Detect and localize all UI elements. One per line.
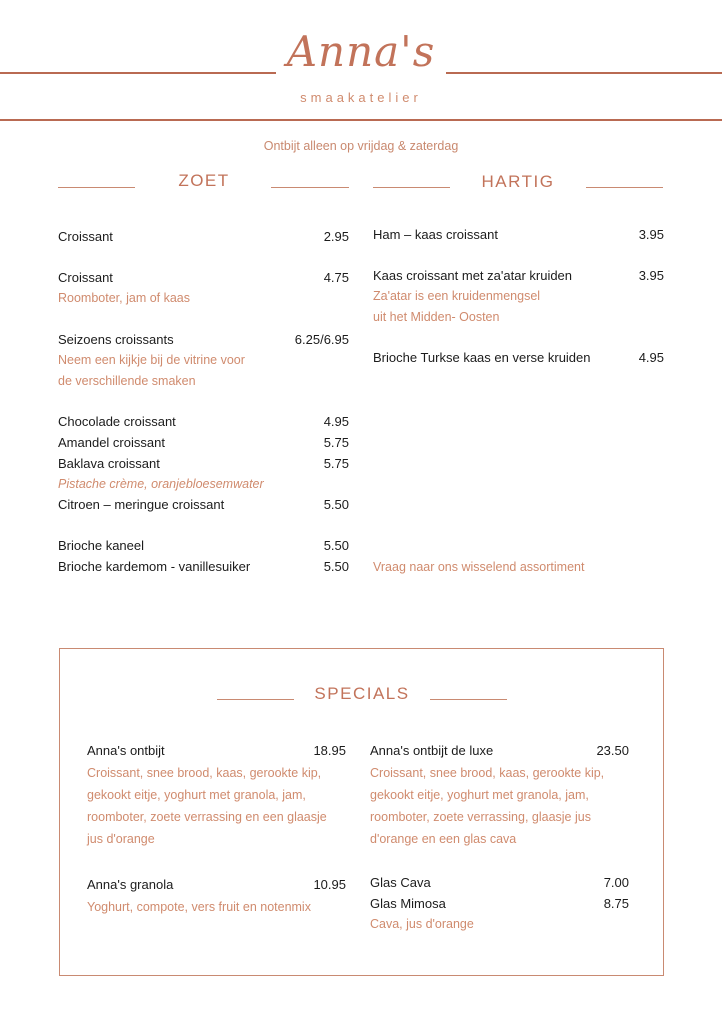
menu-item-description: Croissant, snee brood, kaas, gerookte kip, — [370, 766, 605, 780]
specials-title: SPECIALS — [314, 684, 410, 703]
menu-item-name: Anna's granola — [87, 877, 174, 892]
menu-item-price: 3.95 — [638, 268, 664, 283]
menu-item-description: Neem een kijkje bij de vitrine voor — [58, 353, 245, 367]
logo: Anna's — [276, 30, 446, 74]
menu-item-name: Brioche kardemom - vanillesuiker — [58, 559, 251, 574]
menu-item-name: Baklava croissant — [58, 456, 160, 471]
menu-item-price: 10.95 — [313, 877, 346, 892]
menu-item-price: 3.95 — [638, 227, 664, 242]
zoet-rule-right — [271, 187, 349, 188]
menu-item-description: uit het Midden- Oosten — [373, 310, 500, 324]
menu-item-description: Yoghurt, compote, vers fruit en notenmix — [87, 900, 311, 914]
menu-item-description: jus d'orange — [87, 832, 155, 846]
menu-item-price: 5.75 — [323, 435, 349, 450]
menu-item-name: Amandel croissant — [58, 435, 165, 450]
menu-item-price: 5.50 — [323, 559, 349, 574]
menu-item-name: Ham – kaas croissant — [373, 227, 498, 242]
menu-item-name: Brioche Turkse kaas en verse kruiden — [373, 350, 591, 365]
menu-item-name: Croissant — [58, 229, 113, 244]
menu-item-name: Croissant — [58, 270, 113, 285]
menu-item-price: 18.95 — [313, 743, 346, 758]
menu-item-name: Glas Mimosa — [370, 896, 446, 911]
menu-item-price: 5.50 — [323, 538, 349, 553]
menu-item-name: Anna's ontbijt — [87, 743, 165, 758]
zoet-rule-left — [58, 187, 135, 188]
menu-item-price: 7.00 — [603, 875, 629, 890]
menu-item-price: 5.50 — [323, 497, 349, 512]
menu-item-name: Seizoens croissants — [58, 332, 174, 347]
menu-item-name: Chocolade croissant — [58, 414, 176, 429]
specials-rule-right — [430, 699, 507, 700]
menu-item-name: Kaas croissant met za'atar kruiden — [373, 268, 573, 283]
menu-item-description: gekookt eitje, yoghurt met granola, jam, — [87, 788, 306, 802]
menu-item-description: roomboter, zoete verrassing, glaasje jus — [370, 810, 591, 824]
menu-item-price: 4.75 — [323, 270, 349, 285]
hartig-rule-left — [373, 187, 450, 188]
header-bottom-rule — [0, 119, 722, 121]
menu-item-name: Anna's ontbijt de luxe — [370, 743, 494, 758]
menu-item-description: Cava, jus d'orange — [370, 917, 474, 931]
specials-rule-left — [217, 699, 294, 700]
menu-item-description: gekookt eitje, yoghurt met granola, jam, — [370, 788, 589, 802]
assortment-note: Vraag naar ons wisselend assortiment — [373, 560, 585, 574]
menu-item-price: 23.50 — [596, 743, 629, 758]
menu-item-price: 8.75 — [603, 896, 629, 911]
menu-item-price: 4.95 — [323, 414, 349, 429]
menu-item-description: Za'atar is een kruidenmengsel — [373, 289, 541, 303]
zoet-title: ZOET — [178, 171, 230, 190]
opening-note: Ontbijt alleen op vrijdag & zaterdag — [263, 139, 459, 153]
hartig-rule-right — [586, 187, 663, 188]
menu-item-price: 4.95 — [638, 350, 664, 365]
menu-item-description: Roomboter, jam of kaas — [58, 291, 191, 305]
menu-item-name: Glas Cava — [370, 875, 431, 890]
menu-item-price: 2.95 — [323, 229, 349, 244]
menu-item-description: d'orange en een glas cava — [370, 832, 517, 846]
tagline: smaakatelier — [300, 90, 422, 105]
hartig-title: HARTIG — [481, 172, 555, 191]
menu-item-description: roomboter, zoete verrassing en een glaasje — [87, 810, 327, 824]
menu-item-price: 6.25/6.95 — [294, 332, 349, 347]
menu-item-description: Pistache crème, oranjebloesemwater — [58, 477, 264, 491]
menu-item-price: 5.75 — [323, 456, 349, 471]
menu-item-name: Citroen – meringue croissant — [58, 497, 225, 512]
menu-item-name: Brioche kaneel — [58, 538, 144, 553]
menu-item-description: Croissant, snee brood, kaas, gerookte kip, — [87, 766, 322, 780]
menu-item-description: de verschillende smaken — [58, 374, 196, 388]
